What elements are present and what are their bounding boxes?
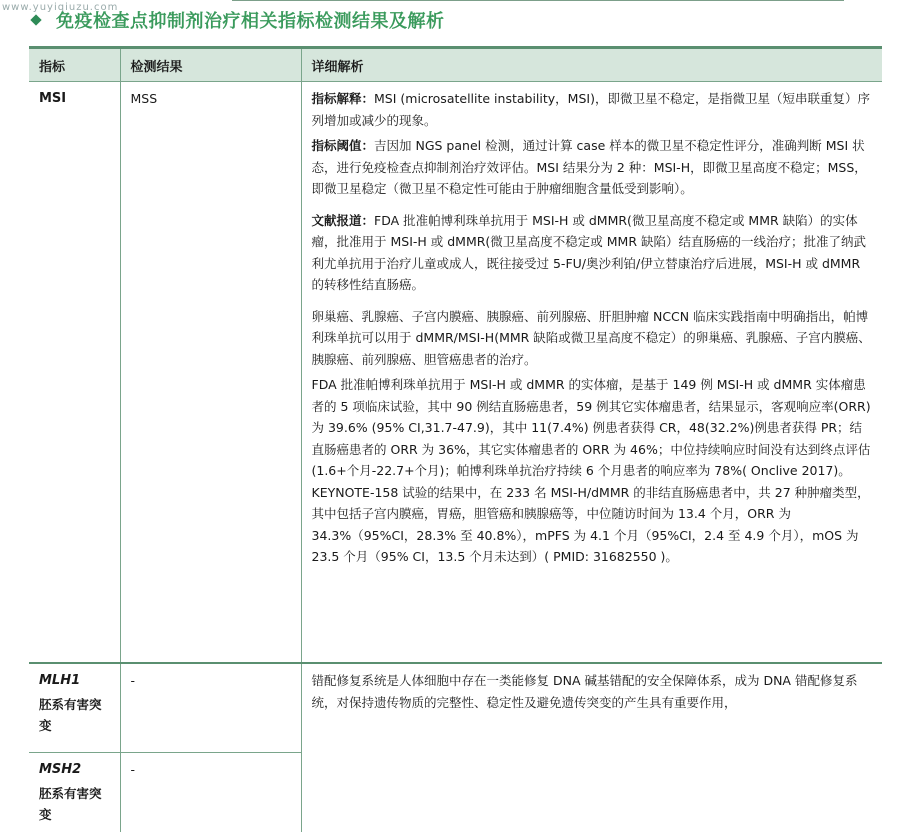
paragraph-label: 指标阈值： (311, 138, 375, 153)
analysis-paragraph (312, 374, 873, 568)
msi-indicator: MSI (39, 91, 67, 106)
diamond-bullet-icon (30, 14, 41, 25)
mlh1-indicator: MLH1 (39, 673, 81, 688)
paragraph-label: 指标解释： (311, 91, 375, 106)
header-indicator: 指标 (29, 48, 120, 82)
mlh1-subtitle: 胚系有害突变 (39, 696, 102, 733)
msi-result: MSS (130, 91, 158, 106)
mlh1-result-cell (120, 663, 301, 753)
watermark: www.yuyiqiuzu.com (2, 2, 119, 13)
paragraph-text: FDA 批准帕博利珠单抗用于 MSI-H 或 dMMR(微卫星高度不稳定或 MMR 缺陷）的实体瘤，批准用于 MSI-H 或 dMMR(微卫星高度不稳定或 MMR 缺陷）结直肠癌的一线治疗；批准了纳武利尤单抗用于治疗儿童或成人，既往接受过 5-FU/奥沙利铂/伊立替康治疗后进展，MSI-H 或 dMMR 的转移性结直肠癌。 (311, 212, 867, 292)
analysis-paragraph (312, 135, 873, 200)
section-title: 免疫检查点抑制剂治疗相关指标检测结果及解析 (56, 11, 445, 32)
mlh1-result: - (130, 673, 136, 688)
mmr-paragraph: 错配修复系统是人体细胞中存在一类能修复 DNA 碱基错配的安全保障体系，成为 DNA 错配修复系统，对保持遗传物质的完整性、稳定性及避免遗传突变的产生具有重要作用， (311, 673, 858, 710)
paragraph-text: 吉因加 NGS panel 检测，通过计算 case 样本的微卫星不稳定性评分，准确判断 MSI 状态，进行免疫检查点抑制剂治疗效评估。MSI 结果分为 2 种：MSI-H，即微卫星高度不稳定；MSS，即微卫星稳定（微卫星不稳定性可能由于肿瘤细胞含量低受到影响）。 (311, 138, 867, 196)
analysis-paragraph (312, 88, 873, 131)
msi-indicator-cell (29, 82, 120, 664)
header-analysis: 详细解析 (301, 48, 882, 82)
msh2-result-cell (120, 753, 301, 832)
msh2-indicator-cell (29, 753, 120, 832)
msh2-subtitle: 胚系有害突变 (39, 785, 102, 822)
mmr-analysis-cell (301, 663, 882, 832)
paragraph-text: FDA 批准帕博利珠单抗用于 MSI-H 或 dMMR 的实体瘤，是基于 149 例 MSI-H 或 dMMR 实体瘤患者的 5 项临床试验，其中 90 例结直肠癌患者，59 例其它实体瘤患者，结果显示，客观响应率(ORR)为 39.6% (95% CI,31.7-47.9)，其中 11(7.4%) 例患者获得 CR，48(32.2%)例患者获得 PR；结直肠癌患者的 ORR 为 36%，其它实体瘤患者的 ORR 为 46%；中位持续响应时间没有达到终点评估(1.6+个月-22.7+个月)；帕博利珠单抗治疗持续 6 个月患者的响应率为 78%( Onclive 2017)。KEYNOTE-158 试验的结果中，在 233 名 MSI-H/dMMR 的非结直肠癌患者中，共 27 种肿瘤类型，其中包括子宫内膜癌，胃癌，胆管癌和胰腺癌等，中位随访时间为 13.4 个月，ORR 为 34.3%（95%CI，28.3% 至 40.8%），mPFS 为 4.1 个月（95%CI，2.4 至 4.9 个月），mOS 为 23.5 个月（95% CI，13.5 个月未达到）( PMID: 31682550 )。 (311, 377, 871, 564)
indicator-table (29, 46, 882, 832)
paragraph-label: 文献报道： (311, 212, 375, 228)
msh2-result: - (130, 762, 136, 777)
analysis-paragraph (312, 306, 873, 371)
table-row-mlh1 (29, 663, 882, 753)
msh2-indicator: MSH2 (39, 762, 82, 777)
table-row-msi (29, 82, 882, 664)
msi-analysis-cell (301, 82, 882, 664)
paragraph-text: 卵巢癌、乳腺癌、子宫内膜癌、胰腺癌、前列腺癌、肝胆肿瘤 NCCN 临床实践指南中明确指出，帕博利珠单抗可以用于 dMMR/MSI-H(MMR 缺陷或微卫星高度不稳定）的卵巢癌、乳腺癌、子宫内膜癌、胰腺癌、前列腺癌、胆管癌患者的治疗。 (311, 308, 871, 367)
mlh1-indicator-cell (29, 663, 120, 753)
msi-result-cell (120, 82, 301, 664)
header-result: 检测结果 (120, 48, 301, 82)
analysis-paragraph (312, 210, 873, 296)
paragraph-text: MSI (microsatellite instability，MSI)，即微卫星不稳定，是指微卫星（短串联重复）序列增加或减少的现象。 (311, 91, 870, 128)
top-rule (232, 0, 844, 1)
section-header (32, 6, 445, 34)
table-header-row (29, 48, 882, 82)
